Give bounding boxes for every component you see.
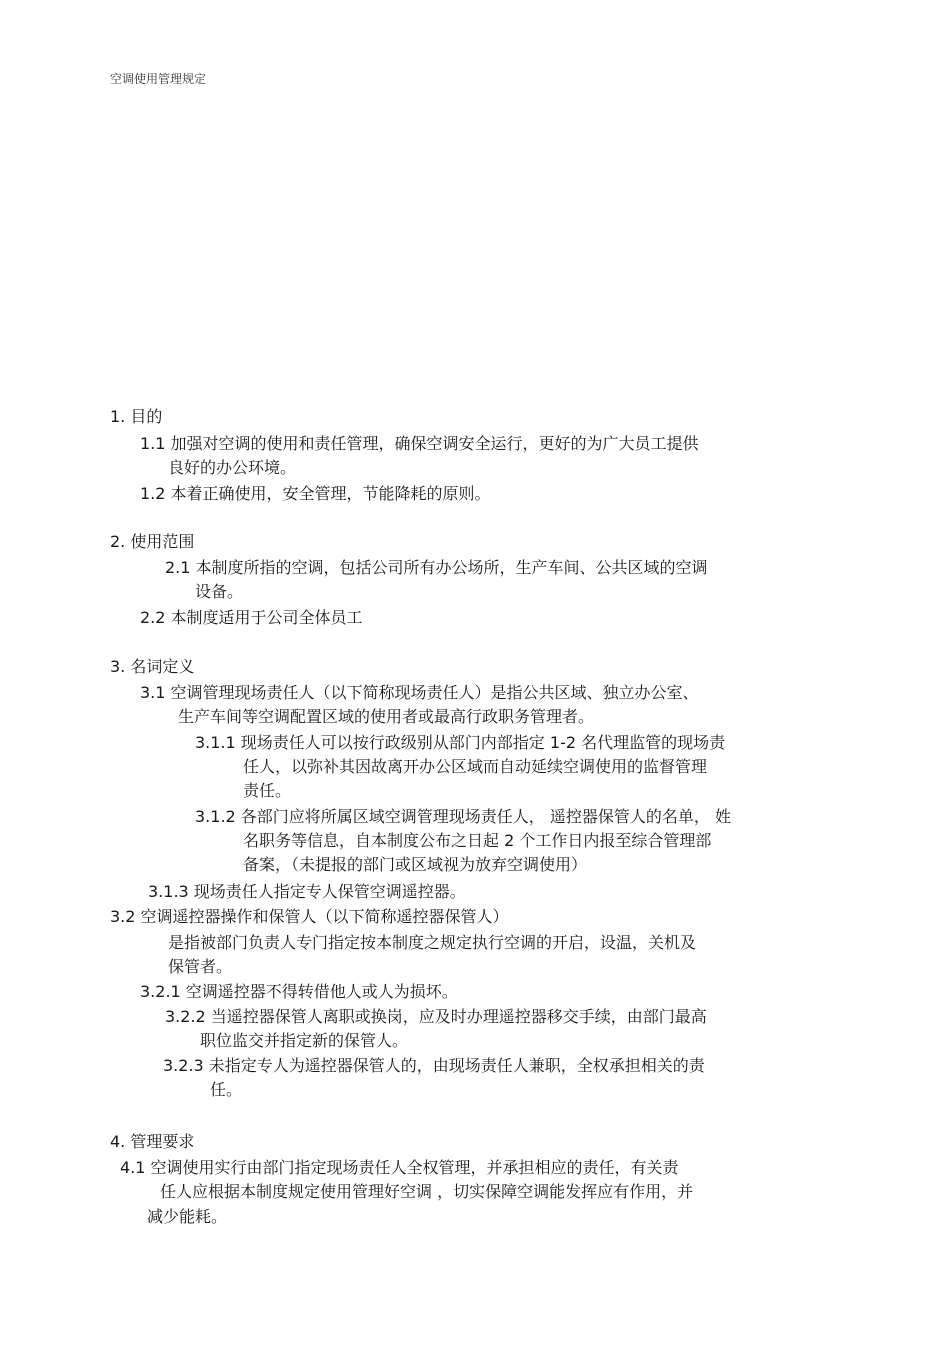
document-header-title: 空调使用管理规定 xyxy=(110,72,207,86)
clause-3-1-2-line-2: 名职务等信息，自本制度公布之日起 2 个工作日内报至综合管理部 xyxy=(243,831,712,850)
section-1-heading: 1. 目的 xyxy=(110,407,163,426)
clause-3-1-1-line-3: 责任。 xyxy=(243,781,292,800)
clause-1-2: 1.2 本着正确使用，安全管理，节能降耗的原则。 xyxy=(140,484,491,503)
clause-4-1-line-2: 任人应根据本制度规定使用管理好空调 ，切实保障空调能发挥应有作用，并 xyxy=(160,1182,694,1201)
clause-1-1-line-2: 良好的办公环境。 xyxy=(168,458,297,477)
clause-3-1-3: 3.1.3 现场责任人指定专人保管空调遥控器。 xyxy=(148,882,466,901)
clause-3-1-2-line-3: 备案，（未提报的部门或区域视为放弃空调使用） xyxy=(243,855,588,874)
clause-3-1-line-1: 3.1 空调管理现场责任人（以下简称现场责任人）是指公共区域、独立办公室、 xyxy=(140,683,699,702)
clause-4-1-line-1: 4.1 空调使用实行由部门指定现场责任人全权管理，并承担相应的责任，有关责 xyxy=(120,1158,679,1177)
clause-3-1-line-2: 生产车间等空调配置区域的使用者或最高行政职务管理者。 xyxy=(178,707,595,726)
clause-4-1-line-3: 减少能耗。 xyxy=(147,1207,228,1226)
clause-3-2-line-2: 是指被部门负责人专门指定按本制度之规定执行空调的开启，设温，关机及 xyxy=(168,933,697,952)
clause-2-1-line-2: 设备。 xyxy=(195,582,244,601)
clause-3-2-2-line-2: 职位监交并指定新的保管人。 xyxy=(200,1031,409,1050)
clause-2-1-line-1: 2.1 本制度所指的空调，包括公司所有办公场所，生产车间、公共区域的空调 xyxy=(165,558,708,577)
clause-3-2-1: 3.2.1 空调遥控器不得转借他人或人为损坏。 xyxy=(140,982,458,1001)
clause-2-2: 2.2 本制度适用于公司全体员工 xyxy=(140,608,363,627)
clause-3-2-line-1: 3.2 空调遥控器操作和保管人（以下简称遥控器保管人） xyxy=(110,907,509,926)
clause-1-1-line-1: 1.1 加强对空调的使用和责任管理，确保空调安全运行，更好的为广大员工提供 xyxy=(140,434,699,453)
clause-3-2-3-line-2: 任。 xyxy=(210,1080,243,1099)
section-3-heading: 3. 名词定义 xyxy=(110,657,195,676)
clause-3-1-2-line-1: 3.1.2 各部门应将所属区域空调管理现场责任人， 遥控器保管人的名单， 姓 xyxy=(195,807,731,826)
section-2-heading: 2. 使用范围 xyxy=(110,532,195,551)
section-4-heading: 4. 管理要求 xyxy=(110,1132,195,1151)
clause-3-2-3-line-1: 3.2.3 未指定专人为遥控器保管人的，由现场责任人兼职，全权承担相关的责 xyxy=(163,1056,705,1075)
clause-3-2-2-line-1: 3.2.2 当遥控器保管人离职或换岗，应及时办理遥控器移交手续，由部门最高 xyxy=(165,1007,707,1026)
clause-3-2-line-3: 保管者。 xyxy=(168,957,233,976)
clause-3-1-1-line-2: 任人，以弥补其因故离开办公区域而自动延续空调使用的监督管理 xyxy=(243,757,708,776)
clause-3-1-1-line-1: 3.1.1 现场责任人可以按行政级别从部门内部指定 1-2 名代理监管的现场责 xyxy=(195,733,726,752)
